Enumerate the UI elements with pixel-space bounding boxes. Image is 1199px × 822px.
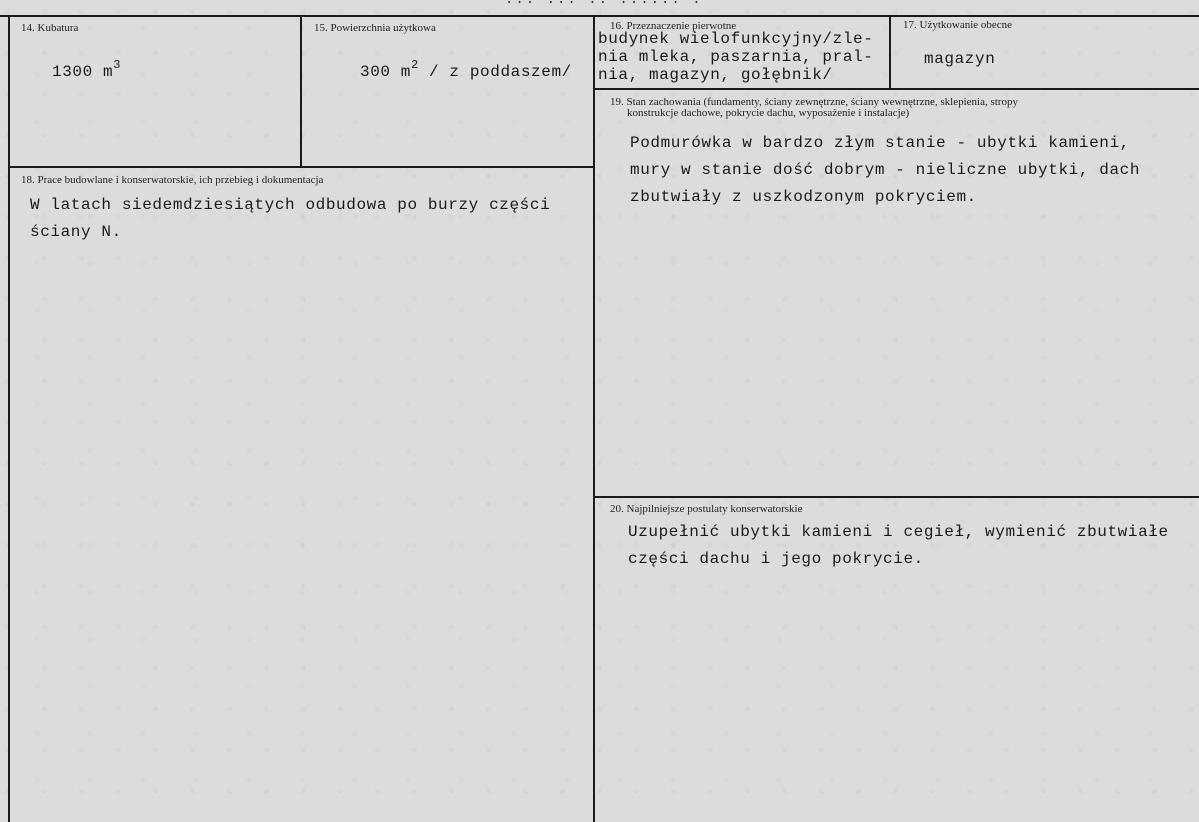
field-15-label: 15. Powierzchnia użytkowa [314,22,436,34]
field-14-label: 14. Kubatura [21,22,79,34]
field-19-line-3: zbutwiały z uszkodzonym pokryciem. [630,188,977,206]
field-15-superscript: 2 [411,58,419,72]
field-15-value [360,58,572,81]
field-19-label-line-2: konstrukcje dachowe, pokrycie dachu, wyposażenie i instalacje) [627,107,910,119]
field-14-value [52,58,121,81]
field-19-label-line-1: 19. Stan zachowania (fundamenty, ściany zewnętrzne, ściany wewnętrzne, sklepienia, stropy [610,96,1018,108]
field-20-line-1: Uzupełnić ubytki kamieni i cegieł, wymienić zbutwiałe [628,523,1169,541]
field-16-line-2: nia mleka, paszarnia, pral- [598,48,874,66]
field-18-line-2: ściany N. [30,223,122,241]
header-fragment: ... ... .. ...... . [505,0,703,8]
center-divider [593,15,595,822]
left-border [8,15,10,822]
field-20-line-2: części dachu i jego pokrycie. [628,550,924,568]
field-16-label: 16. Przeznaczenie pierwotne [610,20,737,32]
field-17-label: 17. Użytkowanie obecne [903,19,1013,31]
field-15-number: 300 m [360,63,412,81]
field-16-line-3: nia, magazyn, gołębnik/ [598,66,833,84]
field-15-rest: / z poddaszem/ [418,63,572,81]
field-18-line-1: W latach siedemdziesiątych odbudowa po burzy części [30,196,551,214]
divider-14-15 [300,15,302,167]
field-18-label: 18. Prace budowlane i konserwatorskie, ich przebieg i dokumentacja [21,174,324,186]
field-19-line-1: Podmurówka w bardzo złym stanie - ubytki kamieni, [630,134,1130,152]
divider-16-17 [889,15,891,88]
top-border [0,15,1199,17]
field-20-label: 20. Najpilniejsze postulaty konserwatorskie [610,503,803,515]
row-divider-19-20 [593,496,1199,498]
field-17-value: magazyn [924,50,996,68]
row-divider-14-18 [8,166,595,168]
field-19-line-2: mury w stanie dość dobrym - nieliczne ubytki, dach [630,161,1141,179]
field-14-superscript: 3 [113,58,122,72]
row-divider-16-19 [593,88,1199,90]
field-14-number: 1300 m [52,63,114,81]
field-16-line-1: budynek wielofunkcyjny/zle- [598,30,874,48]
